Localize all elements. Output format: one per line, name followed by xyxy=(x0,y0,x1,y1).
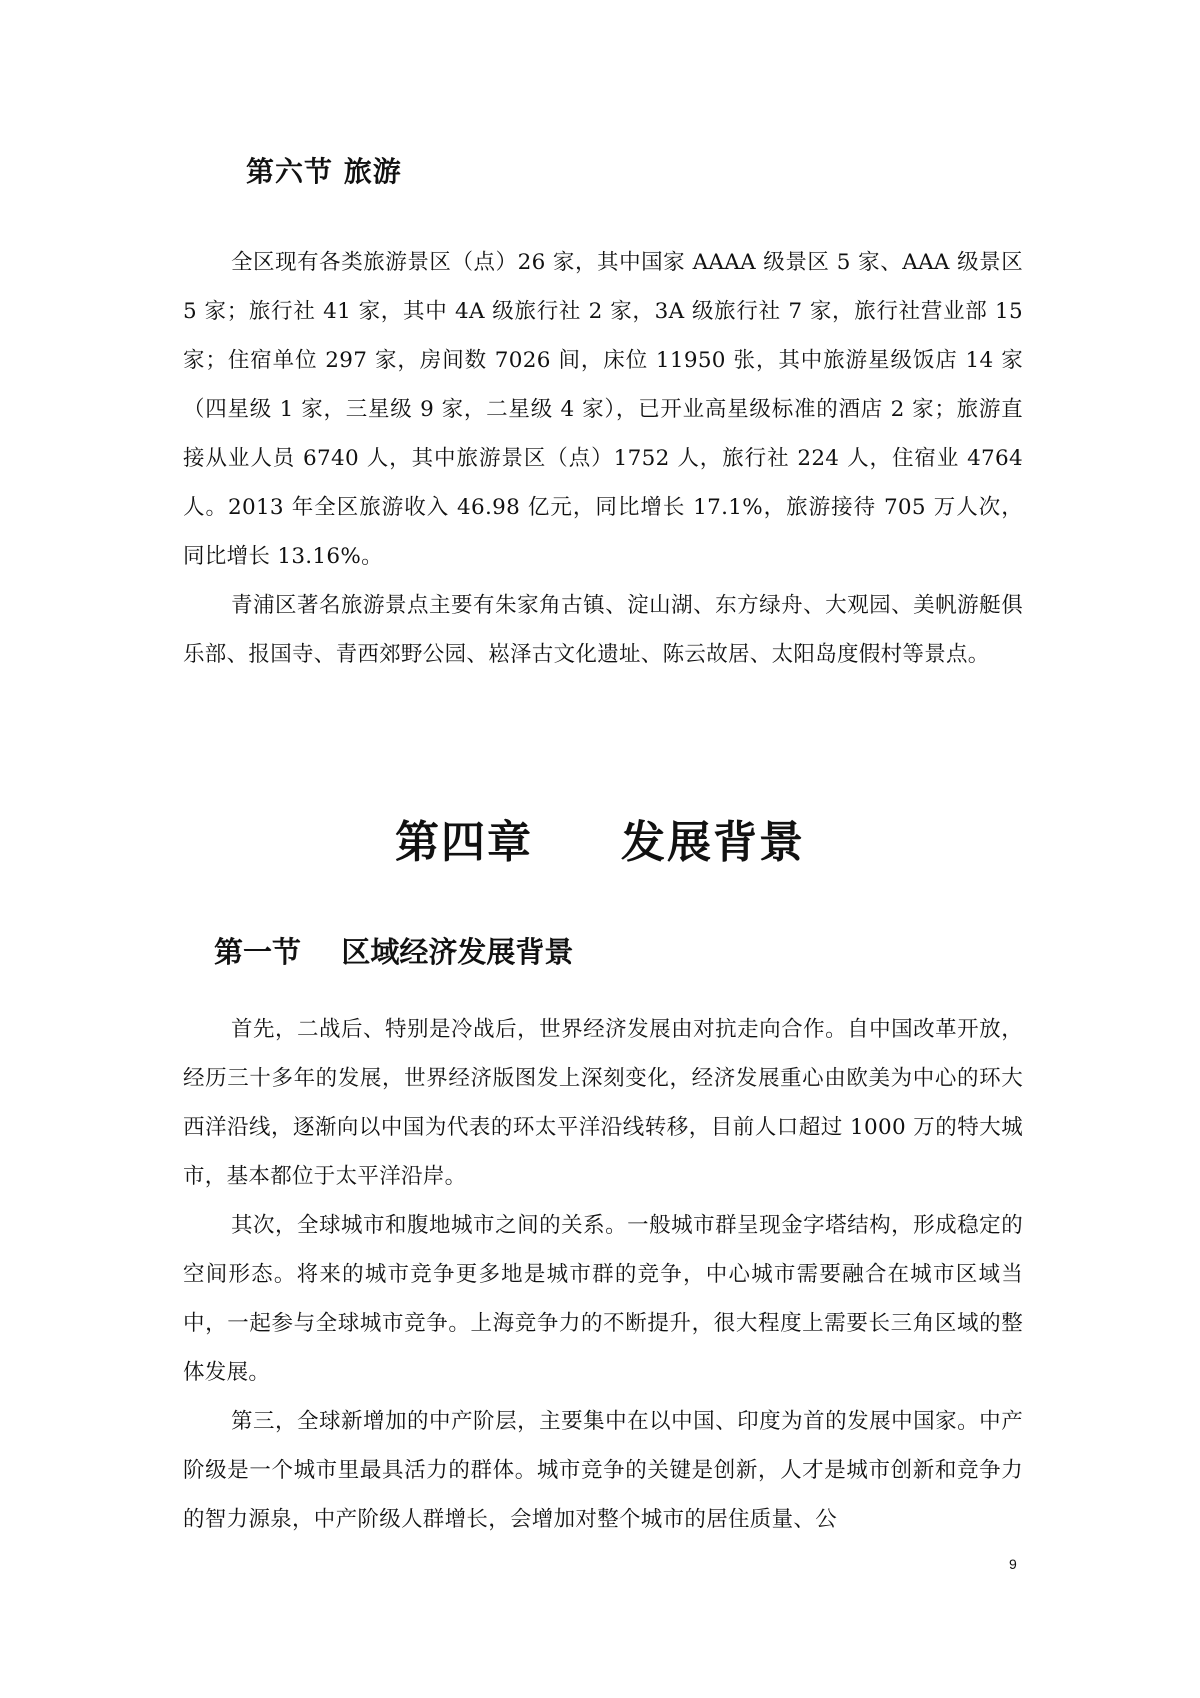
section-title-tourism: 第六节 旅游 xyxy=(246,155,402,188)
paragraph-tourism-attractions: 青浦区著名旅游景点主要有朱家角古镇、淀山湖、东方绿舟、大观园、美帆游艇俱乐部、报国寺、青西郊野公园、崧泽古文化遗址、陈云故居、太阳岛度假村等景点。 xyxy=(183,593,1023,667)
page-number: 9 xyxy=(1009,1556,1017,1572)
section-title-regional-economy: 第一节 区域经济发展背景 xyxy=(214,935,574,969)
tourism-body xyxy=(183,238,1023,679)
chapter-title: 第四章 发展背景 xyxy=(395,817,805,868)
paragraph-third: 第三，全球新增加的中产阶层，主要集中在以中国、印度为首的发展中国家。中产阶级是一个城市里最具活力的群体。城市竞争的关键是创新，人才是城市创新和竞争力的智力源泉，中产阶级人群增长，会增加对整个城市的居住质量、公 xyxy=(183,1409,1023,1532)
paragraph-first: 首先，二战后、特别是冷战后，世界经济发展由对抗走向合作。自中国改革开放，经历三十多年的发展，世界经济版图发上深刻变化，经济发展重心由欧美为中心的环大西洋沿线，逐渐向以中国为代表的环太平洋沿线转移，目前人口超过 1000 万的特大城市，基本都位于太平洋沿岸。 xyxy=(183,1017,1023,1189)
paragraph-second: 其次，全球城市和腹地城市之间的关系。一般城市群呈现金字塔结构，形成稳定的空间形态。将来的城市竞争更多地是城市群的竞争，中心城市需要融合在城市区域当中，一起参与全球城市竞争。上海竞争力的不断提升，很大程度上需要长三角区域的整体发展。 xyxy=(183,1213,1023,1385)
regional-economy-body xyxy=(183,1005,1023,1544)
paragraph-tourism-stats: 全区现有各类旅游景区（点）26 家，其中国家 AAAA 级景区 5 家、AAA 级景区 5 家；旅行社 41 家，其中 4A 级旅行社 2 家，3A 级旅行社 7 家，旅行社营业部 15 家；住宿单位 297 家，房间数 7026 间，床位 11950 张，其中旅游星级饭店 14 家（四星级 1 家，三星级 9 家，二星级 4 家），已开业高星级标准的酒店 2 家；旅游直接从业人员 6740 人，其中旅游景区（点）1752 人，旅行社 224 人，住宿业 4764 人。2013 年全区旅游收入 46.98 亿元，同比增长 17.1%，旅游接待 705 万人次，同比增长 13.16%。 xyxy=(183,250,1023,569)
